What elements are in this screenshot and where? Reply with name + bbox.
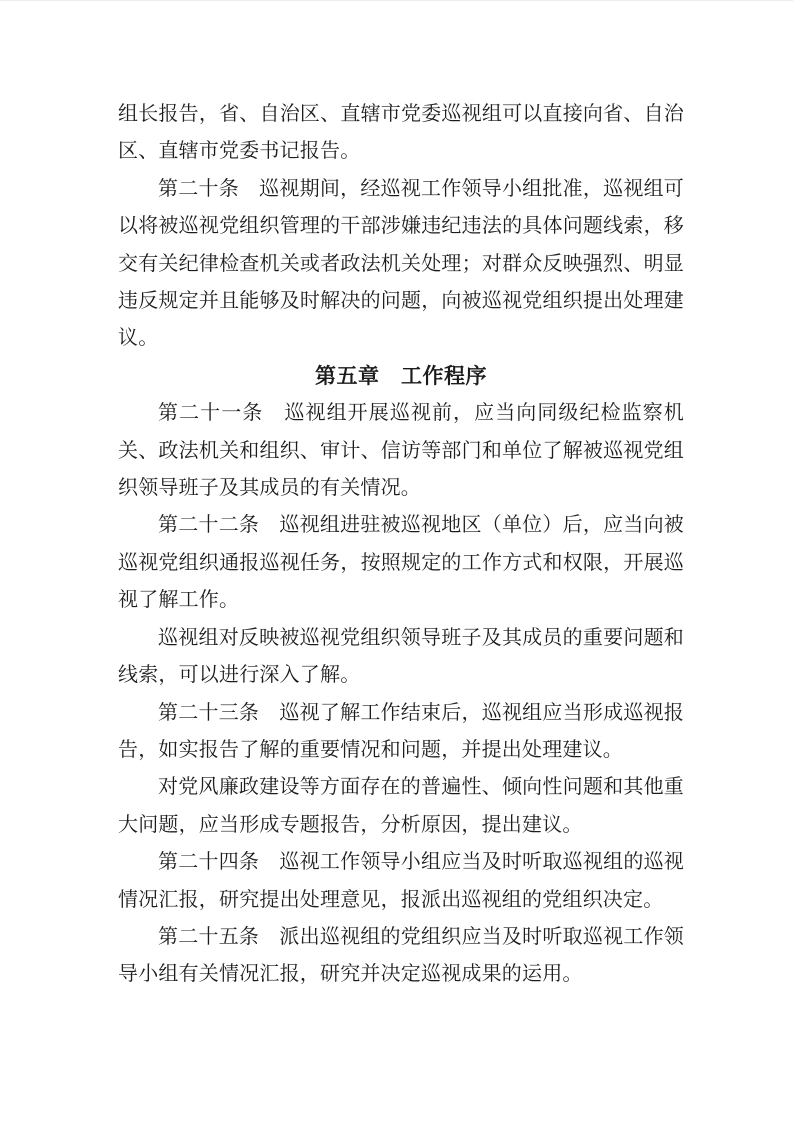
- paragraph: 第二十五条 派出巡视组的党组织应当及时听取巡视工作领导小组有关情况汇报，研究并决定巡视成果的运用。: [118, 925, 684, 986]
- paragraph: 对党风廉政建设等方面存在的普遍性、倾向性问题和其他重大问题，应当形成专题报告，分析原因，提出建议。: [118, 776, 684, 836]
- paragraph: 巡视组对反映被巡视党组织领导班子及其成员的重要问题和线索，可以进行深入了解。: [118, 626, 684, 687]
- document-content: [118, 96, 684, 994]
- paragraph: 第二十条 巡视期间，经巡视工作领导小组批准，巡视组可以将被巡视党组织管理的干部涉嫌违纪违法的具体问题线索，移交有关纪律检查机关或者政法机关处理；对群众反映强烈、明显违反规定并且能够及时解决的问题，向被巡视党组织提出处理建议。: [118, 177, 684, 350]
- paragraph: 第二十一条 巡视组开展巡视前，应当向同级纪检监察机关、政法机关和组织、审计、信访等部门和单位了解被巡视党组织领导班子及其成员的有关情况。: [118, 402, 684, 500]
- paragraph: 第二十二条 巡视组进驻被巡视地区（单位）后，应当向被巡视党组织通报巡视任务，按照规定的工作方式和权限，开展巡视了解工作。: [118, 514, 684, 612]
- paragraph: 组长报告，省、自治区、直辖市党委巡视组可以直接向省、自治区、直辖市党委书记报告。: [118, 103, 684, 163]
- paragraph: 第二十三条 巡视了解工作结束后，巡视组应当形成巡视报告，如实报告了解的重要情况和问题，并提出处理建议。: [118, 701, 684, 761]
- paragraph: 第二十四条 巡视工作领导小组应当及时听取巡视组的巡视情况汇报，研究提出处理意见，报派出巡视组的党组织决定。: [118, 851, 684, 911]
- chapter-heading: 第五章 工作程序: [315, 363, 487, 388]
